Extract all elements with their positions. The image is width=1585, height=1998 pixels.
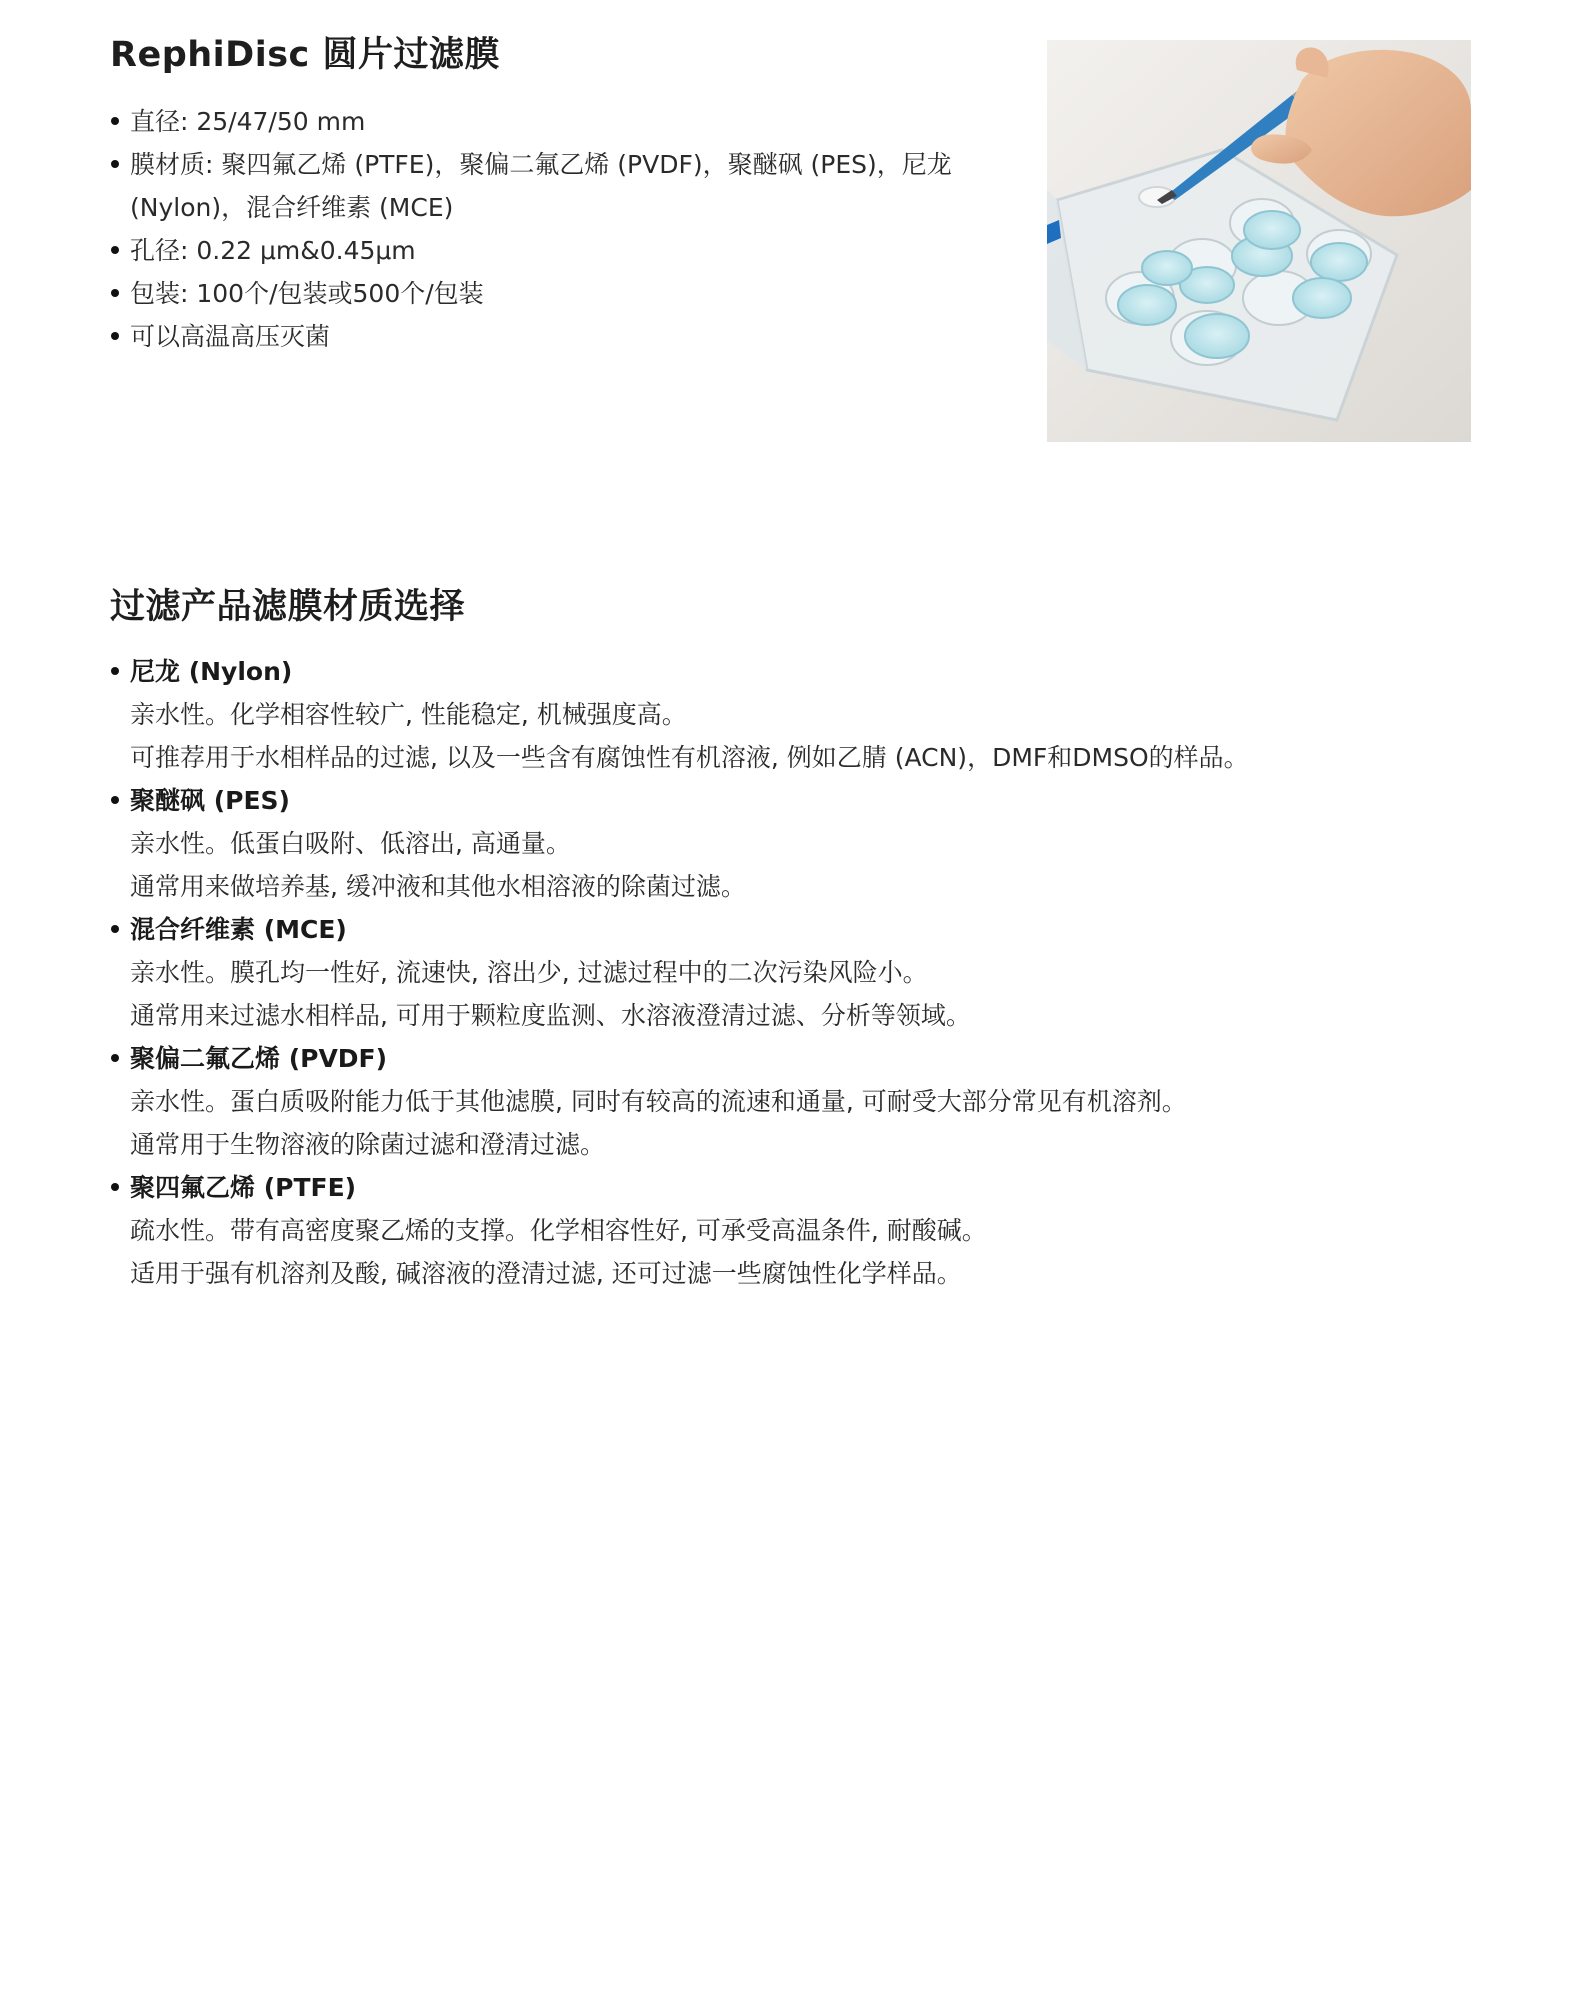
material-mce [110, 908, 1490, 1037]
material-description: 适用于强有机溶剂及酸, 碱溶液的澄清过滤, 还可过滤一些腐蚀性化学样品。 [130, 1259, 962, 1288]
material-name: 混合纤维素 (MCE) [110, 908, 1490, 951]
material-list [110, 650, 1490, 1295]
material-ptfe [110, 1166, 1490, 1295]
spec-autoclavable: 可以高温高压灭菌 [110, 315, 1010, 358]
material-description: 亲水性。蛋白质吸附能力低于其他滤膜, 同时有较高的流速和通量, 可耐受大部分常见有机溶剂。 [130, 1087, 1187, 1116]
material-name: 聚四氟乙烯 (PTFE) [110, 1166, 1490, 1209]
material-pvdf [110, 1037, 1490, 1166]
material-name: 尼龙 (Nylon) [110, 650, 1490, 693]
spec-material: 膜材质: 聚四氟乙烯 (PTFE)，聚偏二氟乙烯 (PVDF)，聚醚砜 (PES)，尼龙 (Nylon)，混合纤维素 (MCE) [110, 143, 1010, 229]
material-description: 亲水性。膜孔均一性好, 流速快, 溶出少, 过滤过程中的二次污染风险小。 [130, 958, 928, 987]
product-title: RephiDisc 圆片过滤膜 [110, 35, 500, 75]
material-description: 亲水性。低蛋白吸附、低溶出, 高通量。 [130, 829, 571, 858]
material-name: 聚偏二氟乙烯 (PVDF) [110, 1037, 1490, 1080]
material-pes [110, 779, 1490, 908]
material-description: 可推荐用于水相样品的过滤, 以及一些含有腐蚀性有机溶液, 例如乙腈 (ACN)，DMF和DMSO的样品。 [130, 743, 1249, 772]
material-description: 亲水性。化学相容性较广, 性能稳定, 机械强度高。 [130, 700, 687, 729]
material-description: 通常用于生物溶液的除菌过滤和澄清过滤。 [130, 1130, 606, 1159]
spec-pore-size: 孔径: 0.22 μm&0.45μm [110, 229, 1010, 272]
material-description: 通常用来做培养基, 缓冲液和其他水相溶液的除菌过滤。 [130, 872, 746, 901]
spec-list [110, 100, 1010, 358]
material-nylon [110, 650, 1490, 779]
material-description: 通常用来过滤水相样品, 可用于颗粒度监测、水溶液澄清过滤、分析等领域。 [130, 1001, 971, 1030]
spec-diameter: 直径: 25/47/50 mm [110, 100, 1010, 143]
material-description: 疏水性。带有高密度聚乙烯的支撑。化学相容性好, 可承受高温条件, 耐酸碱。 [130, 1216, 987, 1245]
selection-title: 过滤产品滤膜材质选择 [110, 587, 466, 627]
spec-packaging: 包装: 100个/包装或500个/包装 [110, 272, 1010, 315]
material-name: 聚醚砜 (PES) [110, 779, 1490, 822]
product-photo [1047, 40, 1471, 442]
